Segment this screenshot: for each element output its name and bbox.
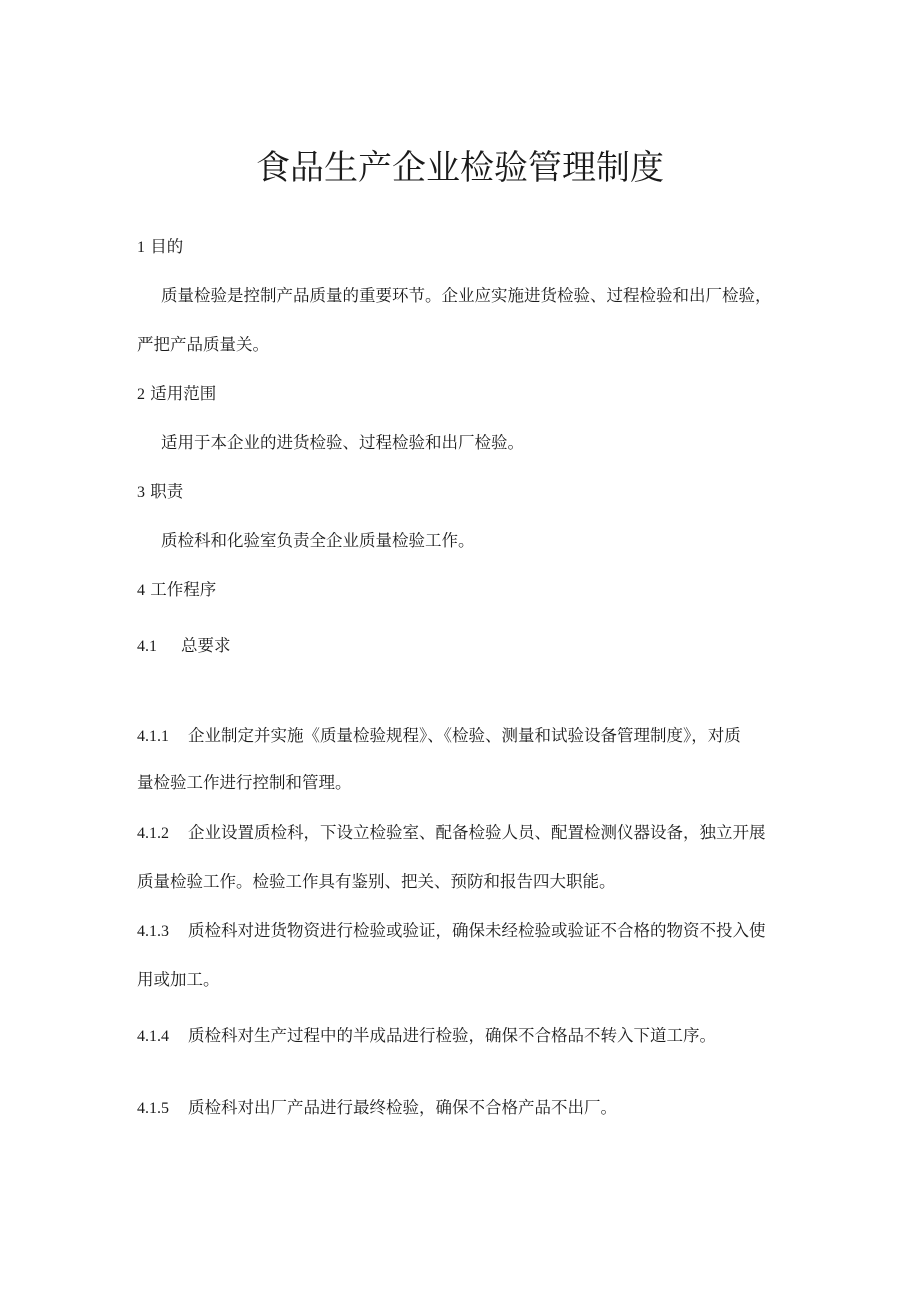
clause-4-1-3-line-2: 用或加工。 — [137, 970, 220, 989]
clause-number: 4.1.4 — [137, 1028, 169, 1045]
section-1-paragraph-line-2: 严把产品质量关。 — [137, 335, 269, 354]
section-heading-text: 目的 — [150, 237, 184, 256]
section-number: 4 — [137, 582, 145, 599]
section-1-paragraph-line-1: 质量检验是控制产品质量的重要环节。企业应实施进货检验、过程检验和出厂检验， — [161, 286, 772, 305]
clause-number: 4.1.1 — [137, 728, 169, 745]
subsection-4-1-heading — [137, 635, 231, 658]
subsection-number: 4.1 — [137, 638, 157, 655]
clause-4-1-2-line-1 — [137, 822, 766, 845]
clause-text: 质检科对进货物资进行检验或验证，确保未经检验或验证不合格的物资不投入使 — [188, 921, 766, 940]
clause-text: 企业制定并实施《质量检验规程》、《检验、测量和试验设备管理制度》，对质 — [188, 726, 741, 745]
clause-4-1-3-line-1 — [137, 920, 766, 943]
subsection-heading-text: 总要求 — [181, 636, 231, 655]
section-4-heading — [137, 579, 216, 602]
clause-text: 质检科对生产过程中的半成品进行检验，确保不合格品不转入下道工序。 — [188, 1026, 716, 1045]
document-title: 食品生产企业检验管理制度 — [256, 148, 664, 188]
section-1-heading — [137, 236, 183, 259]
clause-number: 4.1.5 — [137, 1100, 169, 1117]
section-2-paragraph: 适用于本企业的进货检验、过程检验和出厂检验。 — [161, 433, 524, 452]
section-2-heading — [137, 383, 216, 406]
clause-4-1-1-line-1 — [137, 725, 741, 748]
clause-number: 4.1.3 — [137, 923, 169, 940]
clause-4-1-4-line-1 — [137, 1025, 716, 1048]
section-heading-text: 适用范围 — [150, 384, 217, 403]
clause-4-1-1-line-2: 量检验工作进行控制和管理。 — [137, 773, 352, 792]
section-heading-text: 职责 — [150, 482, 184, 501]
clause-4-1-5-line-1 — [137, 1097, 617, 1120]
section-3-paragraph: 质检科和化验室负责全企业质量检验工作。 — [161, 531, 475, 550]
clause-4-1-2-line-2: 质量检验工作。检验工作具有鉴别、把关、预防和报告四大职能。 — [137, 872, 616, 891]
section-3-heading — [137, 481, 183, 504]
clause-text: 企业设置质检科，下设立检验室、配备检验人员、配置检测仪器设备，独立开展 — [188, 823, 766, 842]
section-heading-text: 工作程序 — [150, 580, 217, 599]
section-number: 3 — [137, 484, 145, 501]
section-number: 2 — [137, 386, 145, 403]
clause-text: 质检科对出厂产品进行最终检验，确保不合格产品不出厂。 — [188, 1098, 617, 1117]
section-number: 1 — [137, 239, 145, 256]
clause-number: 4.1.2 — [137, 825, 169, 842]
